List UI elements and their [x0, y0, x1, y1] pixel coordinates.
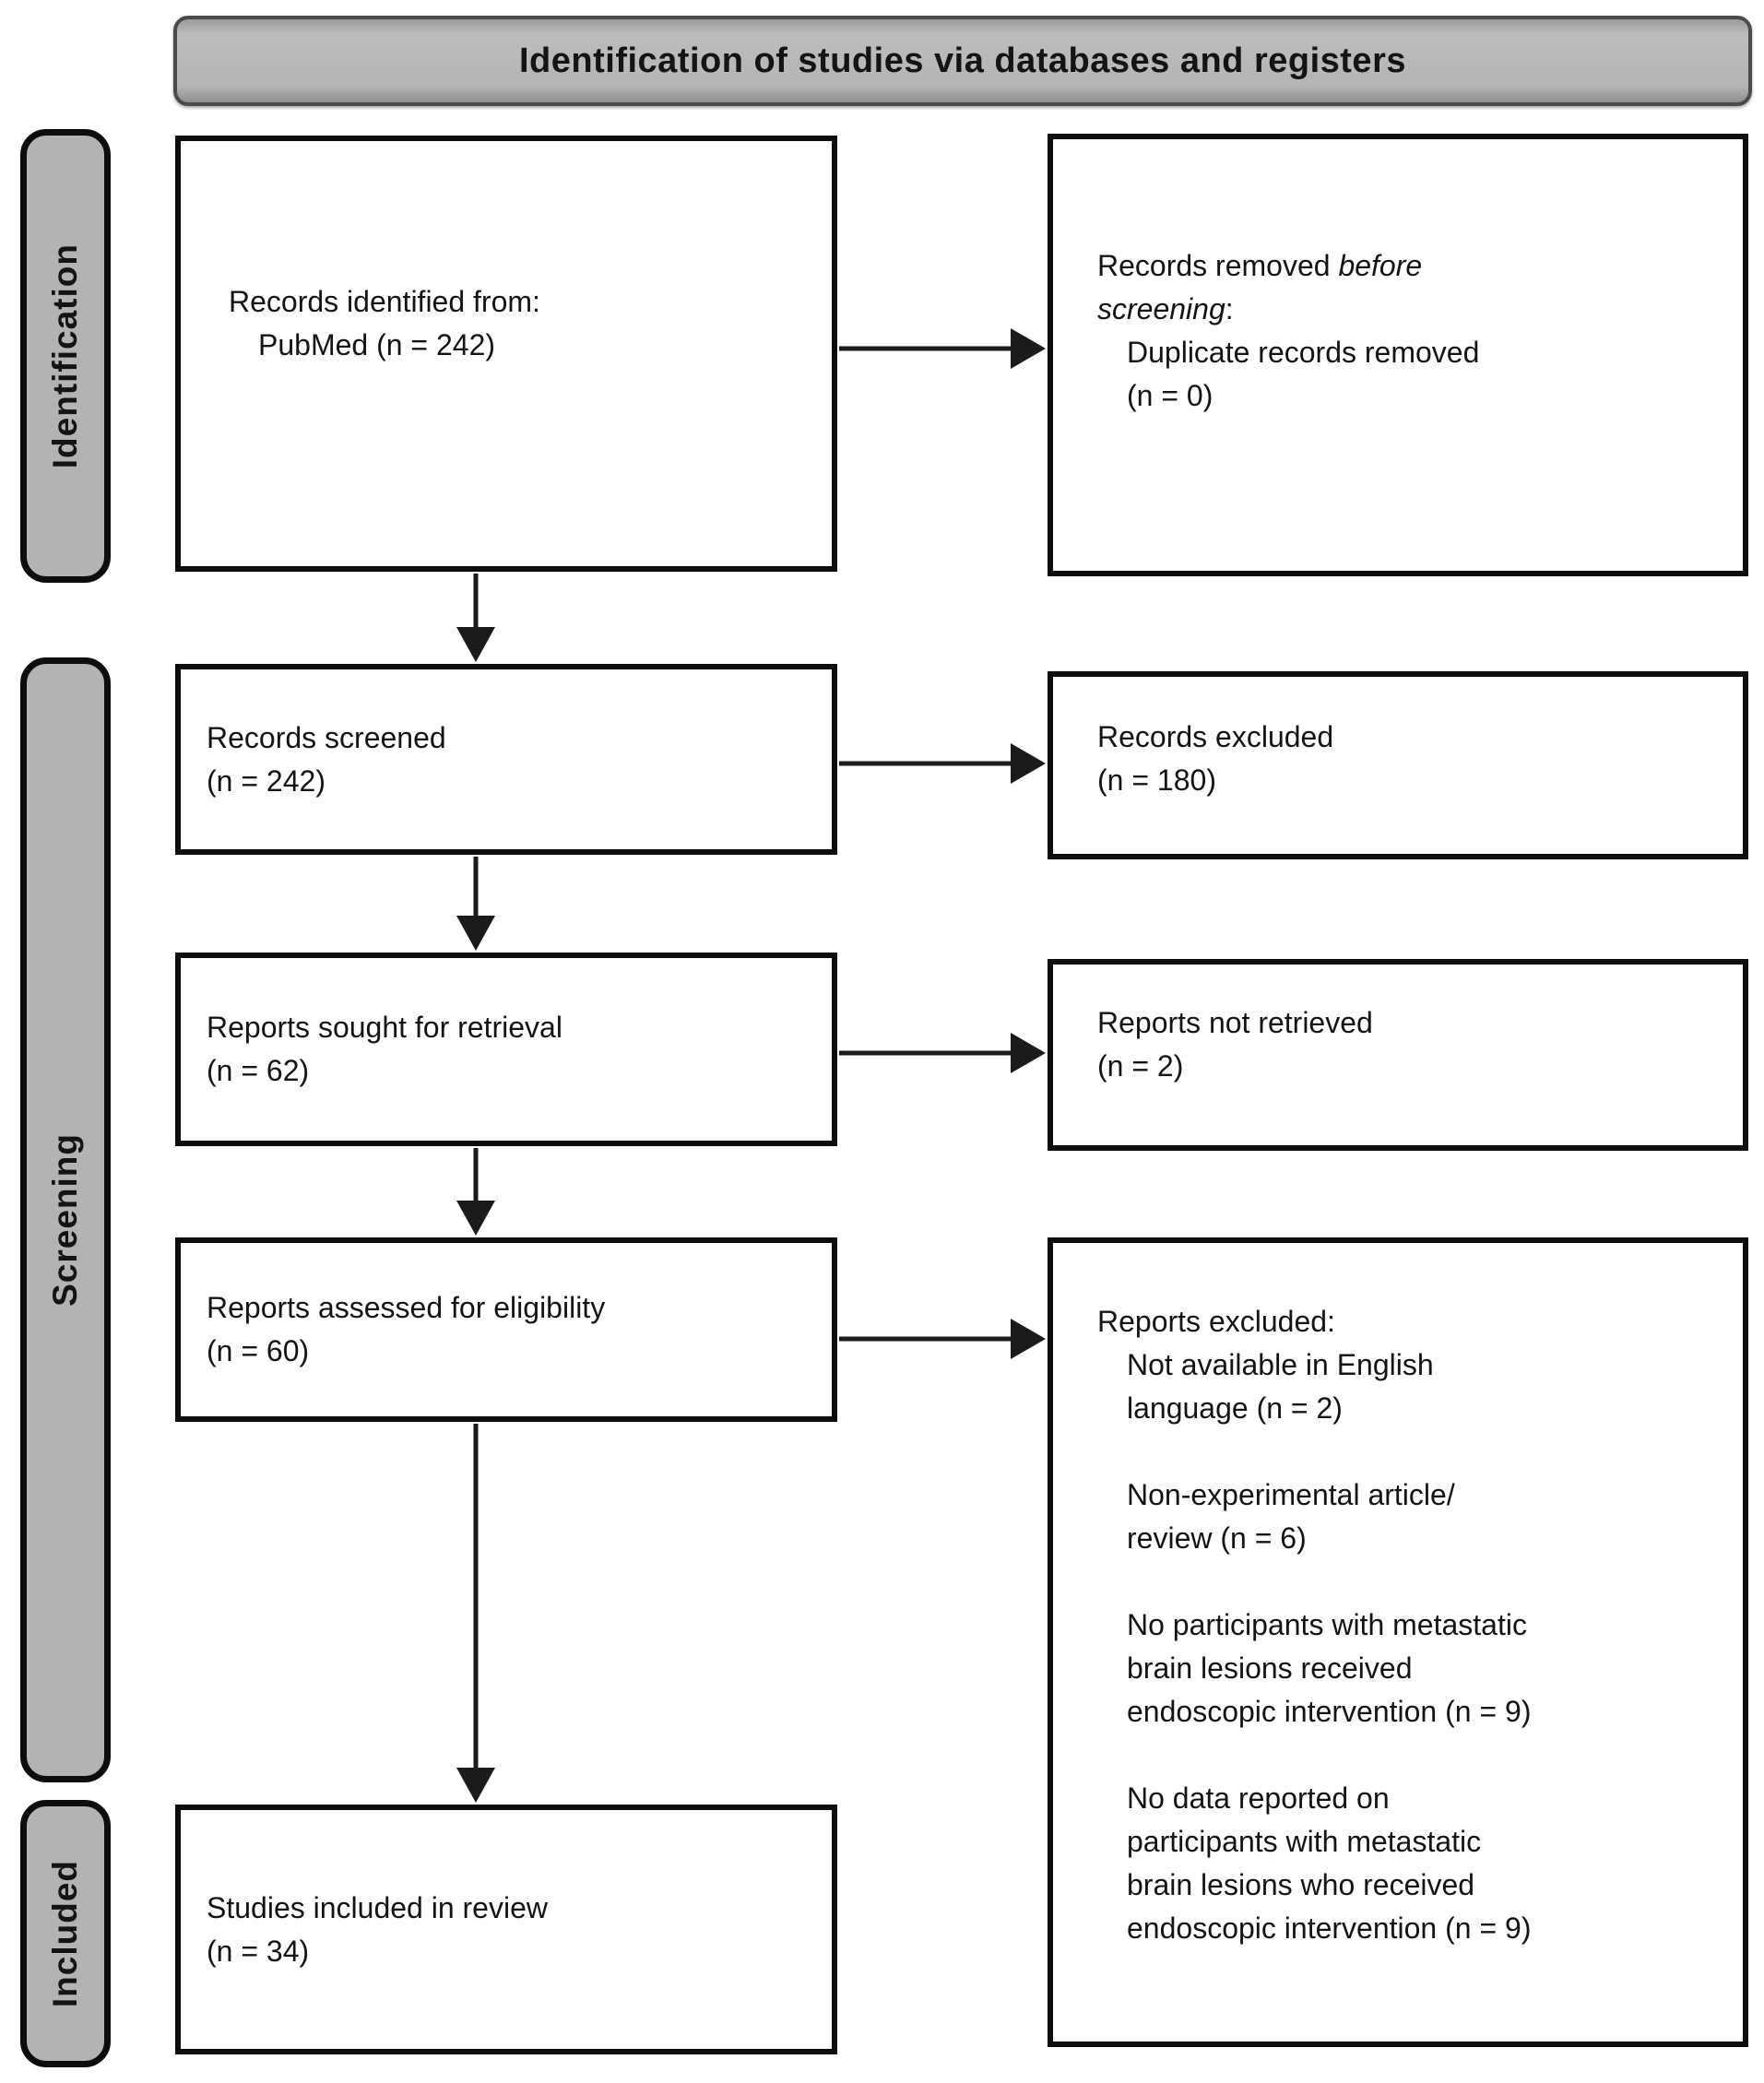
box-text-line: language (n = 2): [1127, 1391, 1343, 1425]
box-text-line: brain lesions received: [1127, 1651, 1413, 1685]
box-text-gap: [1097, 1734, 1743, 1777]
box-records-identified: [175, 136, 837, 572]
stage-label-included-text: Included: [46, 1859, 84, 2008]
arrow-assessed-to-included: [456, 1424, 495, 1803]
box-text-line: Reports not retrieved: [1097, 1006, 1373, 1039]
box-text-line: screening:: [1097, 292, 1234, 325]
box-text-line: No participants with metastatic: [1127, 1608, 1527, 1641]
stage-label-screening: [20, 657, 111, 1782]
box-records-screened: [175, 664, 837, 855]
arrow-identified-to-removed: [839, 328, 1046, 369]
box-text-line: Records removed before: [1097, 249, 1423, 282]
box-text-line: Reports assessed for eligibility: [207, 1291, 606, 1324]
box-text-line: review (n = 6): [1127, 1521, 1307, 1555]
box-text-line: (n = 0): [1127, 379, 1213, 412]
box-text-line: endoscopic intervention (n = 9): [1127, 1695, 1532, 1728]
box-records-excluded: [1048, 671, 1748, 859]
arrow-sought-to-assessed: [456, 1148, 495, 1236]
box-text-line: (n = 34): [207, 1934, 310, 1968]
stage-label-identification: [20, 129, 111, 583]
stage-label-identification-text: Identification: [46, 243, 84, 469]
box-text-line: Non-experimental article/: [1127, 1478, 1455, 1511]
box-reports-not-retrieved: [1048, 959, 1748, 1151]
box-text-line: Records excluded: [1097, 720, 1334, 753]
box-text-line: PubMed (n = 242): [258, 327, 496, 361]
stage-label-included: [20, 1800, 111, 2067]
box-text-line: (n = 60): [207, 1334, 310, 1367]
box-text-line: (n = 62): [207, 1054, 310, 1087]
box-reports-excluded-reasons: [1048, 1237, 1748, 2047]
box-text-line: brain lesions who received: [1127, 1868, 1475, 1901]
box-studies-included: [175, 1805, 837, 2054]
box-text-gap: [1097, 1560, 1743, 1604]
diagram-header: [173, 16, 1752, 106]
box-text-line: (n = 2): [1097, 1049, 1184, 1083]
box-text-line: Studies included in review: [207, 1890, 548, 1924]
box-text-line: (n = 180): [1097, 763, 1216, 797]
box-text-gap: [1097, 1430, 1743, 1473]
stage-label-screening-text: Screening: [46, 1133, 84, 1307]
box-text-line: Records identified from:: [229, 284, 540, 318]
box-text-line: Records screened: [207, 720, 446, 754]
box-text-line: participants with metastatic: [1127, 1825, 1482, 1858]
box-records-removed-before-screening: [1048, 134, 1748, 576]
arrow-screened-to-excluded: [839, 743, 1046, 784]
arrow-screened-to-sought: [456, 857, 495, 951]
diagram-header-title: Identification of studies via databases and registers: [519, 41, 1406, 80]
box-text-line: endoscopic intervention (n = 9): [1127, 1911, 1532, 1945]
box-text-line: Reports sought for retrieval: [207, 1011, 562, 1044]
box-text-line: Not available in English: [1127, 1348, 1434, 1381]
box-text-line: (n = 242): [207, 763, 326, 798]
arrow-assessed-to-reports-excluded: [839, 1319, 1046, 1359]
box-reports-sought: [175, 953, 837, 1146]
box-text-line: Duplicate records removed: [1127, 336, 1480, 369]
box-reports-assessed: [175, 1237, 837, 1422]
box-text-line: Reports excluded:: [1097, 1305, 1335, 1338]
arrow-identified-to-screened: [456, 574, 495, 662]
arrow-sought-to-not-retrieved: [839, 1033, 1046, 1073]
box-text-line: No data reported on: [1127, 1781, 1390, 1815]
